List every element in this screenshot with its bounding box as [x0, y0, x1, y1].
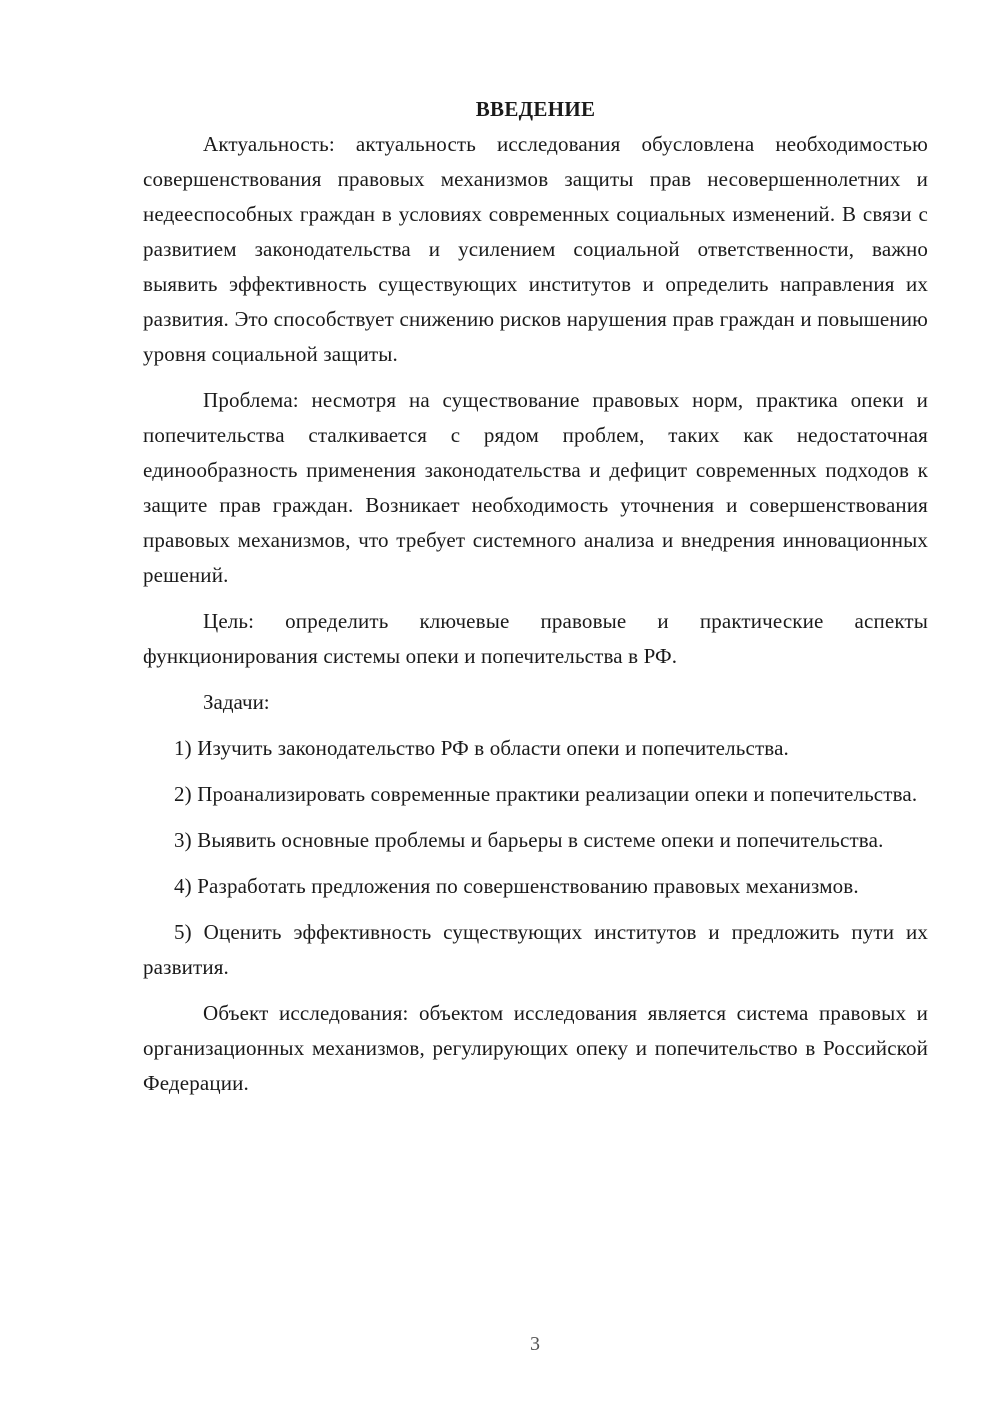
- page-title: ВВЕДЕНИЕ: [475, 97, 596, 121]
- page-number: 3: [530, 1333, 540, 1355]
- task-item-4: 4) Разработать предложения по совершенствованию правовых механизмов.: [174, 874, 859, 898]
- problem-paragraph: Проблема: несмотря на существование правовых норм, практика опеки и попечительства сталкивается с рядом проблем, таких как недостаточная единообразность применения законодательства и дефицит современных подходов к защите прав граждан. Возникает необходимость уточнения и совершенствования правовых механизмов, что требует системного анализа и внедрения инновационных решений.: [143, 388, 928, 587]
- tasks-heading: Задачи:: [203, 690, 270, 714]
- goal-paragraph: Цель: определить ключевые правовые и практические аспекты функционирования системы опеки и попечительства в РФ.: [143, 609, 928, 668]
- task-item-1: 1) Изучить законодательство РФ в области опеки и попечительства.: [174, 736, 789, 760]
- task-item-3: 3) Выявить основные проблемы и барьеры в системе опеки и попечительства.: [174, 828, 884, 852]
- task-item-5: 5) Оценить эффективность существующих институтов и предложить пути их развития.: [143, 920, 928, 979]
- object-paragraph: Объект исследования: объектом исследования является система правовых и организационных механизмов, регулирующих опеку и попечительство в Российской Федерации.: [143, 1001, 928, 1095]
- relevance-paragraph: Актуальность: актуальность исследования обусловлена необходимостью совершенствования правовых механизмов защиты прав несовершеннолетних и недееспособных граждан в условиях современных социальных изменений. В связи с развитием законодательства и усилением социальной ответственности, важно выявить эффективность существующих институтов и определить направления их развития. Это способствует снижению рисков нарушения прав граждан и повышению уровня социальной защиты.: [143, 132, 928, 366]
- page-content: [143, 92, 928, 1112]
- task-item-2: 2) Проанализировать современные практики реализации опеки и попечительства.: [174, 782, 918, 806]
